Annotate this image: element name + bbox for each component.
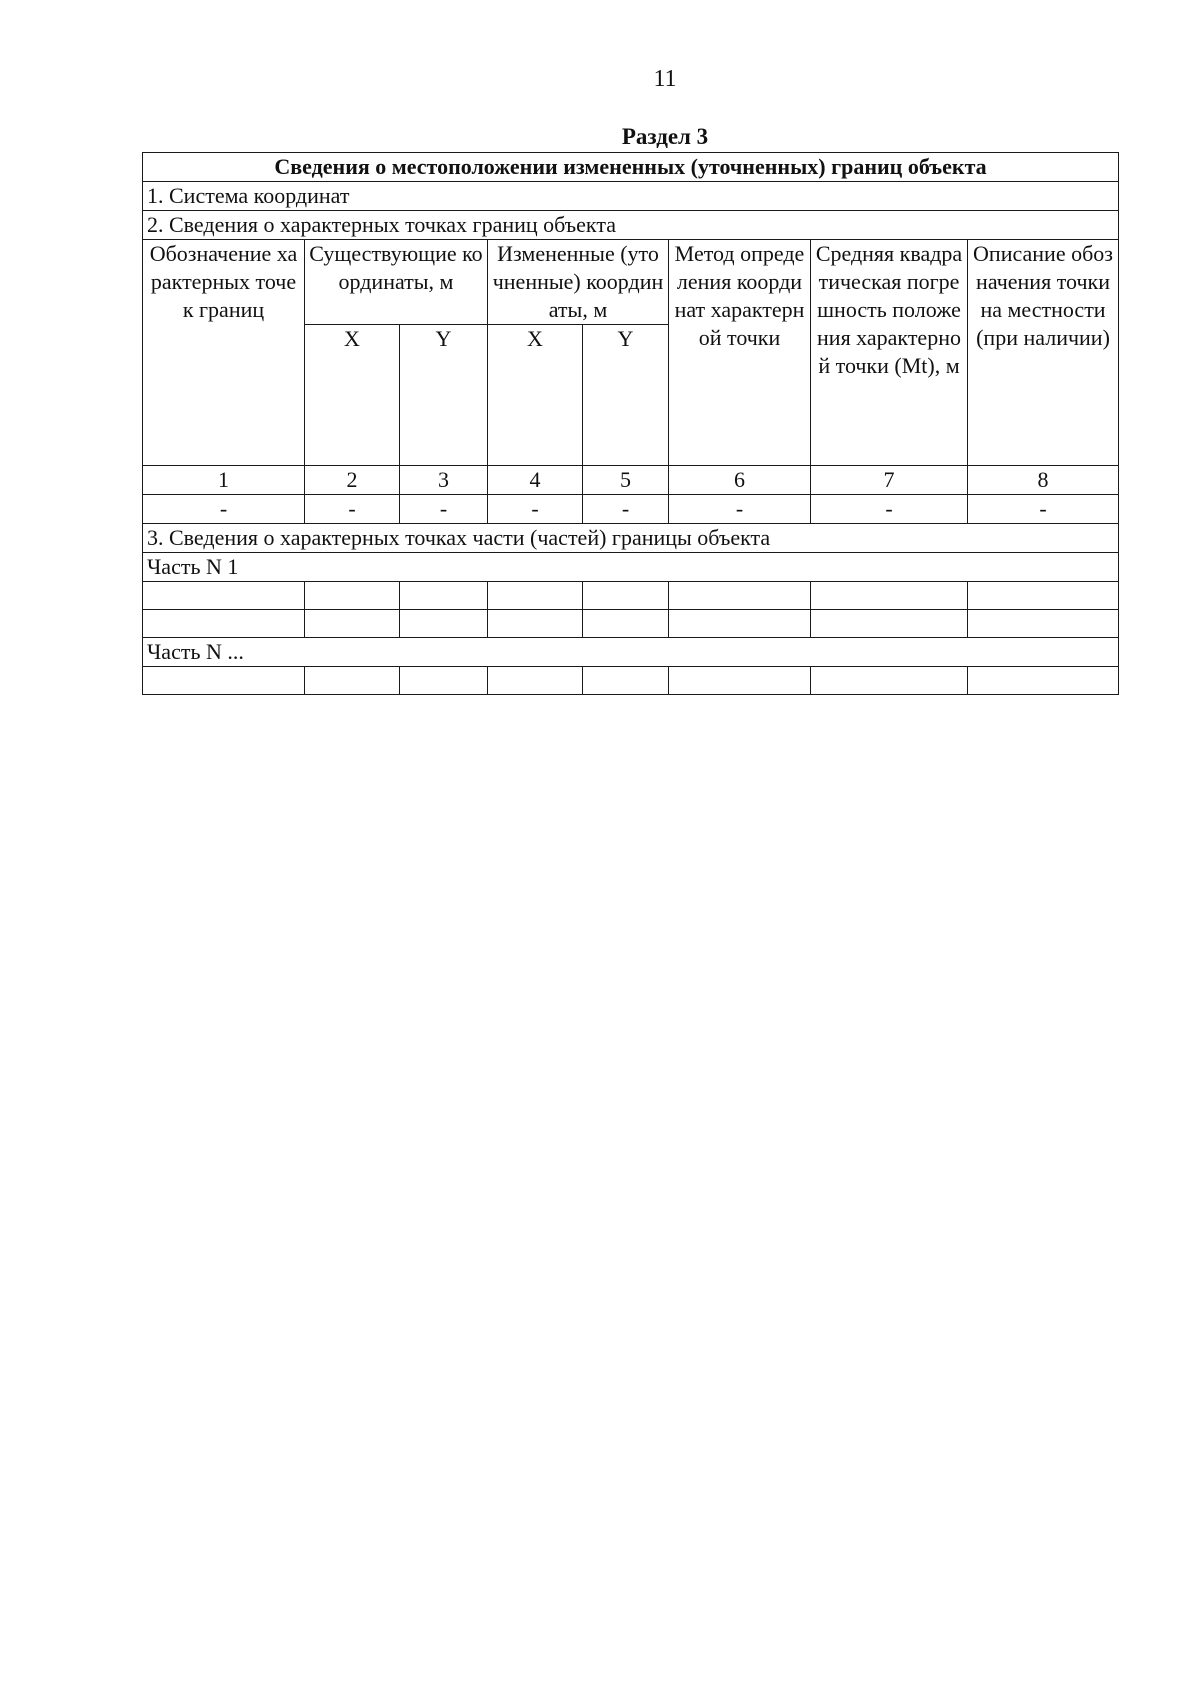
coord-system-row (143, 182, 1119, 211)
column-number-4: 4 (488, 466, 583, 495)
empty-cell (968, 610, 1119, 638)
header-existing-y: Y (400, 325, 488, 466)
empty-cell (305, 667, 400, 695)
empty-cell (400, 610, 488, 638)
part1-label-row (143, 553, 1119, 582)
dash-cell: - (400, 495, 488, 524)
table-title-row (143, 153, 1119, 182)
table-row (143, 610, 1119, 638)
partN-label: Часть N ... (143, 638, 1119, 667)
header-row-1 (143, 240, 1119, 325)
empty-cell (811, 667, 968, 695)
empty-cell (305, 610, 400, 638)
parts-label-row (143, 524, 1119, 553)
empty-cell (669, 610, 811, 638)
dash-cell: - (583, 495, 669, 524)
dash-cell: - (811, 495, 968, 524)
page-number: 11 (653, 66, 677, 92)
header-existing-coords: Существующие координаты, м (305, 240, 488, 325)
dash-cell: - (305, 495, 400, 524)
boundary-table (142, 152, 1119, 695)
empty-cell (488, 610, 583, 638)
dash-cell: - (968, 495, 1119, 524)
part1-label: Часть N 1 (143, 553, 1119, 582)
dash-cell: - (143, 495, 305, 524)
header-changed-y: Y (583, 325, 669, 466)
empty-cell (669, 582, 811, 610)
column-number-1: 1 (143, 466, 305, 495)
empty-cell (811, 582, 968, 610)
column-number-7: 7 (811, 466, 968, 495)
empty-cell (305, 582, 400, 610)
header-changed-coords: Измененные (уточненные) координаты, м (488, 240, 669, 325)
header-description: Описание обозначения точки на местности (при наличии) (968, 240, 1119, 466)
empty-cell (583, 610, 669, 638)
coord-system-label: 1. Система координат (143, 182, 1119, 211)
empty-cell (811, 610, 968, 638)
points-label: 2. Сведения о характерных точках границ объекта (143, 211, 1119, 240)
column-number-row (143, 466, 1119, 495)
header-designation: Обозначение характерных точек границ (143, 240, 305, 466)
dash-row (143, 495, 1119, 524)
partN-label-row (143, 638, 1119, 667)
header-mean-error: Средняя квадратическая погрешность положения характерной точки (Mt), м (811, 240, 968, 466)
header-method: Метод определения координат характерной точки (669, 240, 811, 466)
dash-cell: - (488, 495, 583, 524)
empty-cell (583, 667, 669, 695)
column-number-8: 8 (968, 466, 1119, 495)
empty-cell (143, 667, 305, 695)
header-existing-x: X (305, 325, 400, 466)
dash-cell: - (669, 495, 811, 524)
parts-label: 3. Сведения о характерных точках части (частей) границы объекта (143, 524, 1119, 553)
empty-cell (488, 667, 583, 695)
table-row (143, 582, 1119, 610)
empty-cell (968, 582, 1119, 610)
empty-cell (583, 582, 669, 610)
column-number-6: 6 (669, 466, 811, 495)
empty-cell (669, 667, 811, 695)
table-title: Сведения о местоположении измененных (уточненных) границ объекта (143, 153, 1119, 182)
column-number-5: 5 (583, 466, 669, 495)
empty-cell (143, 582, 305, 610)
empty-cell (143, 610, 305, 638)
empty-cell (488, 582, 583, 610)
column-number-3: 3 (400, 466, 488, 495)
empty-cell (400, 667, 488, 695)
table-row (143, 667, 1119, 695)
section-title: Раздел 3 (621, 124, 709, 149)
empty-cell (968, 667, 1119, 695)
column-number-2: 2 (305, 466, 400, 495)
header-changed-x: X (488, 325, 583, 466)
points-label-row (143, 211, 1119, 240)
empty-cell (400, 582, 488, 610)
